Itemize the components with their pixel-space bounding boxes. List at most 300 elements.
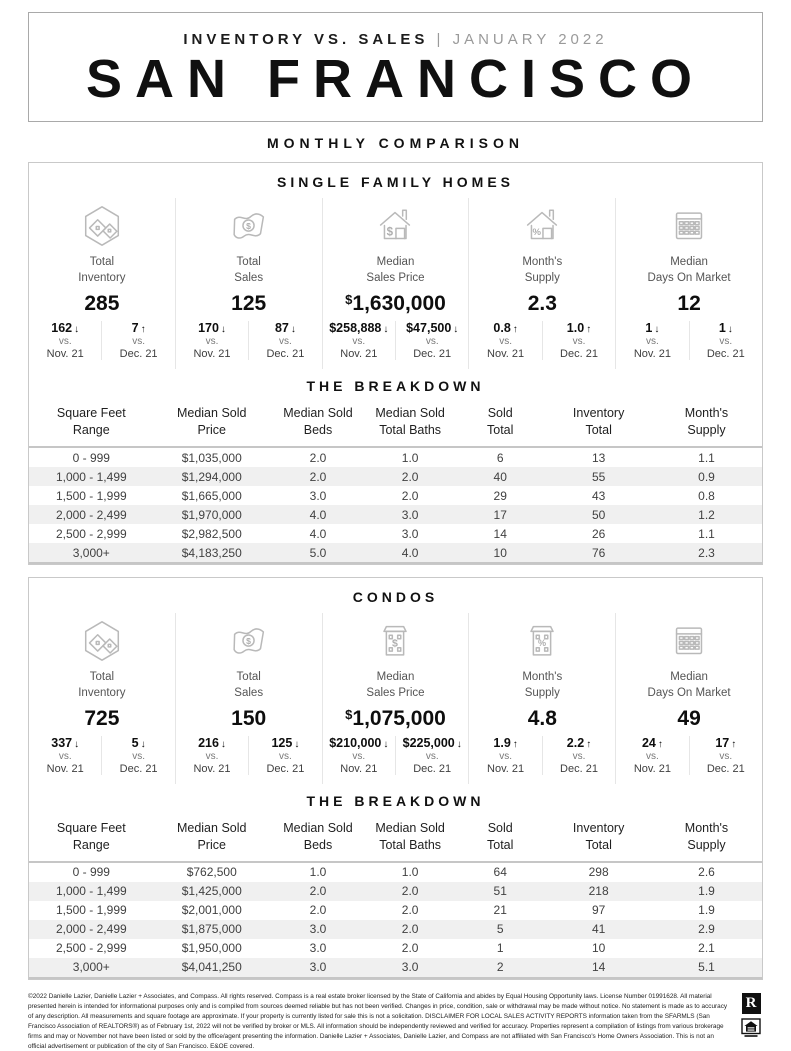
cell-sold-total: 1 [496,941,504,956]
change-vs-dec [542,736,615,775]
metric-label [29,255,175,286]
cell-sqft-range: 2,000 - 2,499 [55,922,127,937]
breakdown-table [29,403,762,564]
change-value: 170 ↓ [198,321,226,336]
report-footer [28,992,763,1051]
metric-label-line1: Month's [522,256,563,269]
breakdown-row [29,863,762,882]
change-vs-nov [176,736,248,775]
cell-median-sold-beds: 4.0 [309,526,327,541]
column-header-line1: Inventory [572,406,625,421]
cell-median-sold-price: $1,294,000 [181,469,242,484]
market-section [28,162,763,565]
change-period: Dec. 21 [119,348,158,361]
section-title: SINGLE FAMILY HOMES [276,174,515,191]
trend-arrow-icon: ↓ [453,324,459,336]
cell-median-sold-baths: 2.0 [401,903,419,918]
homes-hexagon-icon [79,618,125,664]
change-period: Nov. 21 [633,348,671,361]
cell-inventory-total: 97 [591,903,606,918]
metric-value-number: 49 [677,707,701,731]
metric-label-line1: Month's [522,671,563,684]
change-vs-dec [248,321,321,360]
change-period: Dec. 21 [560,763,598,776]
metric-value-number: 12 [677,292,701,316]
change-vs-dec [395,736,468,775]
trend-arrow-icon: ↑ [512,739,518,751]
breakdown-row [29,505,762,524]
cell-median-sold-beds: 5.0 [309,545,327,560]
metric-icon [176,618,322,668]
column-header [270,405,366,439]
cell-inventory-total: 14 [591,960,606,975]
change-value: 7 ↑ [131,321,146,336]
change-period: Dec. 21 [413,348,452,361]
column-header-line2: Range [72,838,110,853]
metric-icon [616,618,762,668]
vs-label: vs. [572,751,586,763]
metric-label-line2: Inventory [78,686,126,699]
trend-arrow-icon: ↑ [586,739,592,751]
change-value: 87 ↓ [274,321,296,336]
trend-arrow-icon: ↓ [290,324,296,336]
cell-sqft-range: 2,000 - 2,499 [55,507,127,522]
column-header [29,405,154,439]
cell-median-sold-price: $762,500 [186,865,237,880]
column-header [29,820,154,854]
change-period: Nov. 21 [340,348,378,361]
cell-sold-total: 29 [493,488,507,503]
cell-sqft-range: 1,500 - 1,999 [55,903,127,918]
trend-arrow-icon: ↓ [220,739,226,751]
column-header [454,820,546,854]
cell-median-sold-price: $1,970,000 [181,507,242,522]
column-header [366,820,454,854]
change-vs-dec [689,736,762,775]
column-header-line1: Month's [684,821,729,836]
metric-card [175,198,322,369]
cell-median-sold-beds: 1.0 [309,865,327,880]
column-header-line1: Median Sold [176,821,247,836]
change-value: 1 ↓ [645,321,660,336]
breakdown-title: THE BREAKDOWN [306,793,485,810]
cell-median-sold-price: $1,035,000 [181,450,242,465]
breakdown-table [29,818,762,979]
metric-value [469,707,615,731]
trend-arrow-icon: ↓ [74,324,80,336]
breakdown-row [29,524,762,543]
trend-arrow-icon: ↓ [383,324,389,336]
breakdown-header-row [29,403,762,448]
metric-label-line1: Median [670,256,708,269]
cell-sqft-range: 2,500 - 2,999 [55,941,127,956]
column-header-line1: Square Feet [56,821,126,836]
change-value: 24 ↑ [641,736,663,751]
metric-value [176,707,322,731]
metric-label [469,255,615,286]
cell-sqft-range: 2,500 - 2,999 [55,526,127,541]
change-period: Nov. 21 [487,348,525,361]
change-period: Dec. 21 [119,763,158,776]
column-header-line1: Median Sold [283,406,353,421]
metric-icon [323,203,469,253]
metric-label-line2: Sales Price [366,271,425,284]
change-vs-nov [323,321,395,360]
change-period: Nov. 21 [193,763,231,776]
cell-sold-total: 5 [496,922,504,937]
kicker-date: JANUARY 2022 [452,31,608,48]
change-period: Dec. 21 [706,348,745,361]
metric-value [29,707,175,731]
metric-icon [469,203,615,253]
metric-label-line1: Median [376,256,415,269]
breakdown-header-row [29,818,762,863]
metric-icon [29,618,175,668]
metric-label [469,670,615,701]
metric-changes [616,321,762,369]
equal-housing-logo-icon [741,1018,761,1038]
cell-sold-total: 40 [493,469,507,484]
cell-median-sold-baths: 2.0 [401,488,419,503]
column-header-line2: Total [487,423,514,438]
vs-label: vs. [132,336,145,348]
cell-sqft-range: 1,500 - 1,999 [55,488,127,503]
trend-arrow-icon: ↓ [220,324,226,336]
change-period: Nov. 21 [633,763,671,776]
change-vs-dec [101,321,174,360]
cell-median-sold-beds: 3.0 [309,488,327,503]
trend-arrow-icon: ↑ [657,739,663,751]
change-vs-dec [542,321,615,360]
cell-sqft-range: 1,000 - 1,499 [55,469,127,484]
metric-icon [616,203,762,253]
metric-label-line2: Sales Price [366,686,425,699]
change-vs-nov [176,321,248,360]
metric-label-line1: Total [236,256,261,269]
metric-value-number: 150 [231,707,267,731]
change-period: Nov. 21 [46,348,84,361]
change-value: 337 ↓ [51,736,80,751]
column-header-line1: Median Sold [375,821,445,836]
change-vs-dec [248,736,321,775]
cell-sqft-range: 0 - 999 [72,450,110,465]
cell-median-sold-price: $1,950,000 [181,941,242,956]
cell-sold-total: 10 [493,545,507,560]
svg-text:$: $ [245,636,251,647]
cell-median-sold-beds: 3.0 [309,960,327,975]
trend-arrow-icon: ↑ [512,324,518,336]
vs-label: vs. [499,751,512,763]
house-dollar-icon [372,203,418,249]
cell-median-sold-baths: 2.0 [401,884,419,899]
metric-icon [29,203,175,253]
trend-arrow-icon: ↓ [654,324,660,336]
vs-label: vs. [132,751,145,763]
trend-arrow-icon: ↓ [383,739,389,751]
column-header-line2: Price [197,838,226,853]
change-value: 2.2 ↑ [566,736,592,751]
change-vs-nov [323,736,395,775]
city-title: SAN FRANCISCO [85,49,705,109]
metric-label-line2: Inventory [78,271,126,284]
column-header [270,820,366,854]
column-header-line1: Square Feet [56,406,126,421]
realtor-logo-icon [742,993,761,1014]
column-header-line2: Total Baths [379,838,442,853]
cell-median-sold-beds: 2.0 [309,903,327,918]
trend-arrow-icon: ↓ [294,739,300,751]
metric-label-line1: Median [670,671,708,684]
vs-label: vs. [572,336,586,348]
monthly-comparison-label: MONTHLY COMPARISON [267,135,524,152]
cell-median-sold-beds: 4.0 [309,507,327,522]
change-period: Dec. 21 [413,763,452,776]
calendar-icon [666,618,712,664]
cell-median-sold-beds: 3.0 [309,941,327,956]
building-percent-icon [519,618,565,664]
metric-label [616,255,762,286]
cell-sold-total: 21 [493,903,507,918]
metrics-row [29,613,762,784]
cell-sqft-range: 0 - 999 [72,865,110,880]
cell-inventory-total: 13 [591,450,606,465]
metric-changes [469,736,615,784]
column-header-line1: Median Sold [375,406,445,421]
column-header-line1: Sold [487,406,513,421]
breakdown-row [29,882,762,901]
change-vs-nov [29,321,101,360]
cell-median-sold-price: $4,041,250 [181,960,242,975]
cell-median-sold-price: $1,875,000 [181,922,242,937]
metric-value [29,292,175,316]
trend-arrow-icon: ↑ [586,324,592,336]
column-header-line2: Total [487,838,514,853]
cell-months-supply: 0.9 [698,469,715,484]
cell-median-sold-baths: 3.0 [401,507,419,522]
money-bill-icon [226,203,272,249]
column-header-line1: Month's [684,406,729,421]
cell-median-sold-beds: 3.0 [309,922,327,937]
change-value: 1.0 ↑ [566,321,592,336]
change-value: 17 ↑ [715,736,737,751]
metric-changes [176,736,322,784]
vs-label: vs. [646,336,659,348]
metric-value [616,707,762,731]
column-header-line2: Supply [687,423,726,438]
metric-value-number: 4.8 [527,707,557,731]
metrics-row [29,198,762,369]
metric-value-number: 285 [84,292,120,316]
metric-card [322,198,469,369]
metric-label [323,670,469,701]
trend-arrow-icon: ↑ [731,739,737,751]
vs-label: vs. [205,751,219,763]
metric-value-prefix: $ [345,292,353,308]
change-vs-dec [689,321,762,360]
cell-median-sold-price: $1,665,000 [181,488,242,503]
cell-median-sold-beds: 2.0 [309,450,327,465]
metric-card [29,613,175,784]
cell-median-sold-baths: 3.0 [401,960,419,975]
change-value: $258,888 ↓ [329,321,389,336]
metric-label-line1: Total [89,256,115,269]
change-value: $225,000 ↓ [402,736,462,751]
change-period: Nov. 21 [46,763,84,776]
change-vs-nov [616,736,688,775]
change-period: Dec. 21 [266,763,305,776]
metric-icon [323,618,469,668]
cell-inventory-total: 55 [591,469,606,484]
column-header-line1: Inventory [572,821,625,836]
breakdown-title: THE BREAKDOWN [306,378,485,395]
legal-disclaimer: ©2022 Danielle Lazier, Danielle Lazier + Associates, and Compass. All rights reserved. Compass is a real estate broker licensed by the State of California and abides by Equal Housing Opportunity laws. License Number 01991628. All material presented herein is intended for informational purposes only and is compiled from sources deemed reliable but has not been verified. Changes in price, condition, sale or withdrawal may be made without notice. No statement is made as to accuracy of any description. All measurements and square footage are approximate. If your property is currently listed for sale this is not a solicitation. DISCLAIMER FOR LOCAL SALES ACTIVITY REPORTS information taken from the SFARMLS (San Francisco Association of REALTORS®) as of February 1st, 2022 will not be verified by broker or MLS. All information should be independently reviewed and verified for accuracy. Properties represent a compilation of listings from various brokerage firms and may or November not have been listed or sold by the office/agent presenting the information. Danielle Lazier + Associates, Danielle Lazier, and Compass are not affiliated with San Francisco's Home Owners Association. This is not an official advertisement or publication of the city of San Francisco. E&OE covered. [28,992,728,1050]
breakdown-row [29,901,762,920]
metric-card [322,613,469,784]
kicker-title: INVENTORY VS. SALES [183,31,429,48]
column-header-line2: Total [585,423,612,438]
breakdown-row [29,543,762,562]
vs-label: vs. [205,336,219,348]
change-value: 162 ↓ [51,321,80,336]
column-header-line1: Median Sold [283,821,353,836]
cell-months-supply: 2.9 [698,922,715,937]
metric-value [323,707,469,731]
cell-months-supply: 5.1 [698,960,715,975]
change-period: Dec. 21 [706,763,745,776]
change-value: $47,500 ↓ [406,321,459,336]
cell-months-supply: 2.1 [698,941,715,956]
column-header [546,405,651,439]
cell-median-sold-price: $2,982,500 [181,526,242,541]
cell-months-supply: 1.2 [698,507,715,522]
cell-months-supply: 0.8 [698,488,715,503]
change-vs-nov [469,321,541,360]
cell-sold-total: 17 [493,507,507,522]
breakdown-row [29,467,762,486]
metric-changes [176,321,322,369]
breakdown-row [29,920,762,939]
cell-months-supply: 1.1 [698,526,715,541]
metric-label [176,670,322,701]
cell-inventory-total: 43 [591,488,606,503]
column-header [546,820,651,854]
cell-months-supply: 1.9 [698,903,715,918]
change-period: Nov. 21 [487,763,525,776]
market-section [28,577,763,980]
trend-arrow-icon: ↓ [727,324,733,336]
breakdown-row [29,939,762,958]
metric-label-line2: Sales [234,686,264,699]
change-vs-nov [469,736,541,775]
cell-inventory-total: 10 [591,941,606,956]
cell-inventory-total: 26 [591,526,606,541]
cell-inventory-total: 76 [591,545,606,560]
change-period: Nov. 21 [193,348,231,361]
metric-value-number: 725 [84,707,120,731]
metric-value-number: 125 [231,292,267,316]
cell-inventory-total: 298 [588,865,609,880]
cell-median-sold-price: $1,425,000 [181,884,242,899]
change-vs-dec [101,736,174,775]
metric-value [323,292,469,316]
metric-value-number: 1,075,000 [352,707,446,731]
change-vs-nov [29,736,101,775]
cell-months-supply: 1.9 [698,884,715,899]
cell-months-supply: 2.6 [698,865,715,880]
house-percent-icon [519,203,565,249]
change-value: 125 ↓ [271,736,300,751]
report-kicker [29,31,762,48]
column-header-line2: Beds [303,423,333,438]
metric-card [175,613,322,784]
cell-median-sold-beds: 2.0 [309,884,327,899]
cell-inventory-total: 50 [591,507,606,522]
vs-label: vs. [352,336,366,348]
metric-label [29,670,175,701]
cell-sqft-range: 3,000+ [72,545,110,560]
column-header-line2: Price [197,423,226,438]
metric-value [616,292,762,316]
vs-label: vs. [719,336,733,348]
cell-inventory-total: 41 [591,922,606,937]
cell-median-sold-baths: 1.0 [401,865,419,880]
footer-logos [739,992,763,1038]
metric-label-line1: Median [376,671,415,684]
change-value: 1.9 ↑ [493,736,518,751]
metric-label [176,255,322,286]
vs-label: vs. [425,751,439,763]
cell-sold-total: 51 [493,884,507,899]
change-value: 5 ↓ [131,736,146,751]
change-value: $210,000 ↓ [329,736,389,751]
column-header-line2: Beds [303,838,333,853]
metric-label-line1: Total [236,671,261,684]
metric-value-number: 2.3 [527,292,557,316]
change-period: Dec. 21 [266,348,305,361]
metric-changes [469,321,615,369]
metric-icon [469,618,615,668]
cell-sqft-range: 3,000+ [72,960,110,975]
vs-label: vs. [646,751,659,763]
metric-label-line2: Days On Market [647,271,731,284]
vs-label: vs. [279,336,292,348]
column-header [154,405,270,439]
metric-value-prefix: $ [345,707,353,723]
change-value: 1 ↓ [718,321,733,336]
vs-label: vs. [719,751,733,763]
change-vs-dec [395,321,468,360]
section-title: CONDOS [352,589,439,606]
metric-value [176,292,322,316]
cell-median-sold-baths: 1.0 [401,450,419,465]
cell-sold-total: 2 [496,960,504,975]
metric-label [616,670,762,701]
breakdown-row [29,448,762,467]
svg-text:$: $ [392,637,399,650]
vs-label: vs. [279,751,292,763]
metric-card [615,198,762,369]
column-header [651,820,762,854]
metric-card [615,613,762,784]
breakdown-row [29,958,762,977]
metric-label-line2: Days On Market [647,686,731,699]
column-header [651,405,762,439]
trend-arrow-icon: ↓ [140,739,146,751]
metric-changes [323,736,469,784]
cell-sqft-range: 1,000 - 1,499 [55,884,127,899]
cell-median-sold-baths: 3.0 [401,526,419,541]
metric-label-line2: Sales [234,271,264,284]
